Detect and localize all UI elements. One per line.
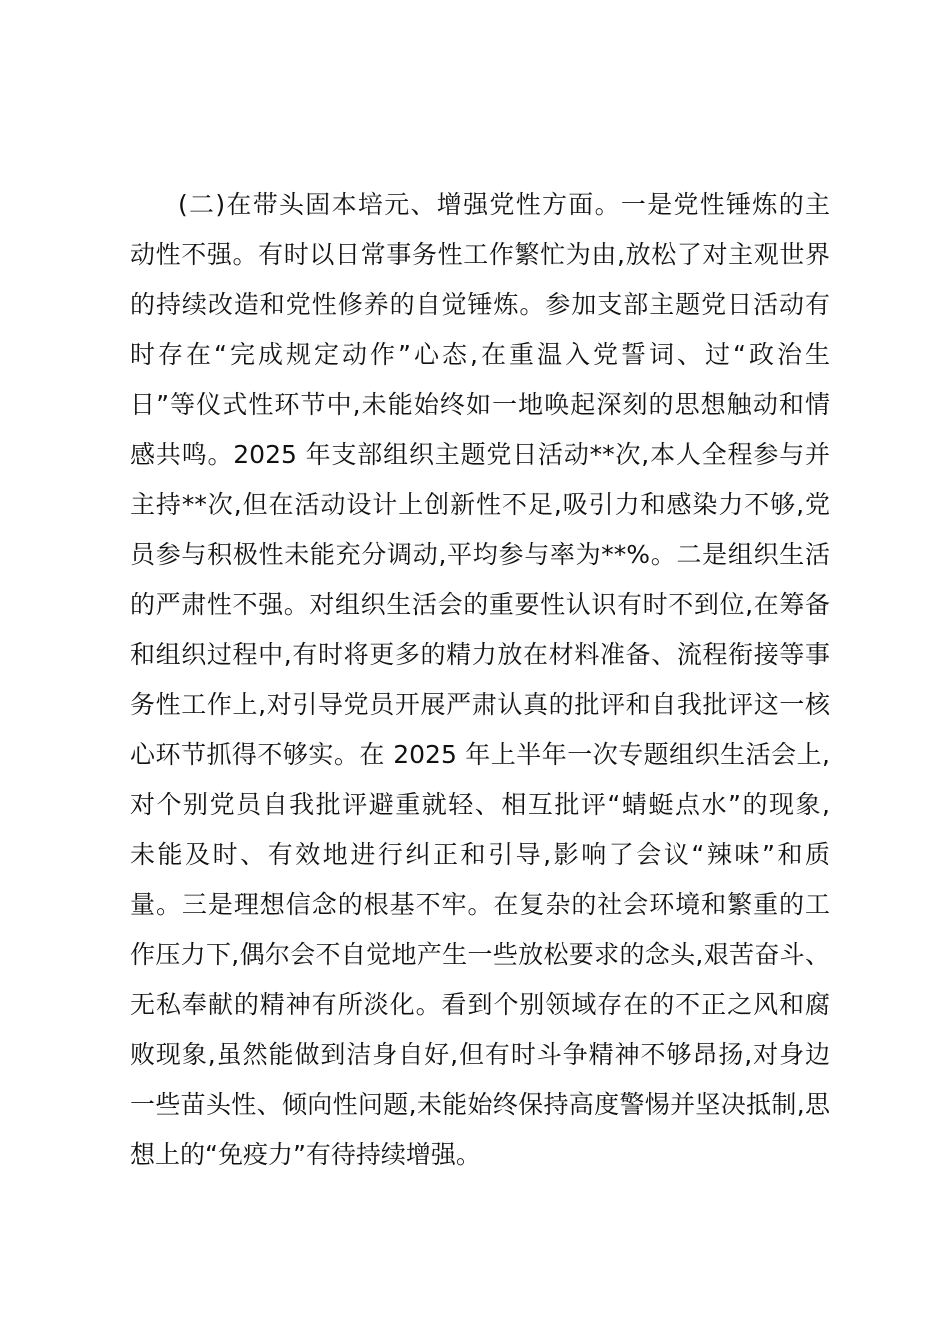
paragraph-line: 感共鸣。2025 年支部组织主题党日活动**次,本人全程参与并 [130, 440, 830, 469]
paragraph-line: 未能及时、有效地进行纠正和引导,影响了会议“辣味”和质 [130, 840, 830, 869]
paragraph-line: 想上的“免疫力”有待持续增强。 [130, 1140, 481, 1169]
paragraph-line: 务性工作上,对引导党员开展严肃认真的批评和自我批评这一核 [130, 690, 830, 719]
paragraph-line: 量。三是理想信念的根基不牢。在复杂的社会环境和繁重的工 [130, 890, 830, 919]
paragraph-line: 作压力下,偶尔会不自觉地产生一些放松要求的念头,艰苦奋斗、 [130, 940, 830, 969]
paragraph-line: 和组织过程中,有时将更多的精力放在材料准备、流程衔接等事 [130, 640, 830, 669]
paragraph-line: 员参与积极性未能充分调动,平均参与率为**%。二是组织生活 [130, 540, 830, 569]
paragraph-line: 动性不强。有时以日常事务性工作繁忙为由,放松了对主观世界 [130, 240, 830, 269]
paragraph-line: (二)在带头固本培元、增强党性方面。一是党性锤炼的主 [178, 190, 830, 219]
paragraph-line: 的持续改造和党性修养的自觉锤炼。参加支部主题党日活动有 [130, 290, 830, 319]
paragraph-line: 一些苗头性、倾向性问题,未能始终保持高度警惕并坚决抵制,思 [130, 1090, 830, 1119]
paragraph-line: 主持**次,但在活动设计上创新性不足,吸引力和感染力不够,党 [130, 490, 830, 519]
paragraph-line: 日”等仪式性环节中,未能始终如一地唤起深刻的思想触动和情 [130, 390, 830, 419]
paragraph-line: 心环节抓得不够实。在 2025 年上半年一次专题组织生活会上, [130, 740, 830, 769]
paragraph-line: 对个别党员自我批评避重就轻、相互批评“蜻蜓点水”的现象, [130, 790, 830, 819]
document-body [130, 180, 830, 1180]
paragraph-line: 无私奉献的精神有所淡化。看到个别领域存在的不正之风和腐 [130, 990, 830, 1019]
paragraph-line: 的严肃性不强。对组织生活会的重要性认识有时不到位,在筹备 [130, 590, 830, 619]
paragraph-line: 败现象,虽然能做到洁身自好,但有时斗争精神不够昂扬,对身边 [130, 1040, 830, 1069]
paragraph-line: 时存在“完成规定动作”心态,在重温入党誓词、过“政治生 [130, 340, 830, 369]
